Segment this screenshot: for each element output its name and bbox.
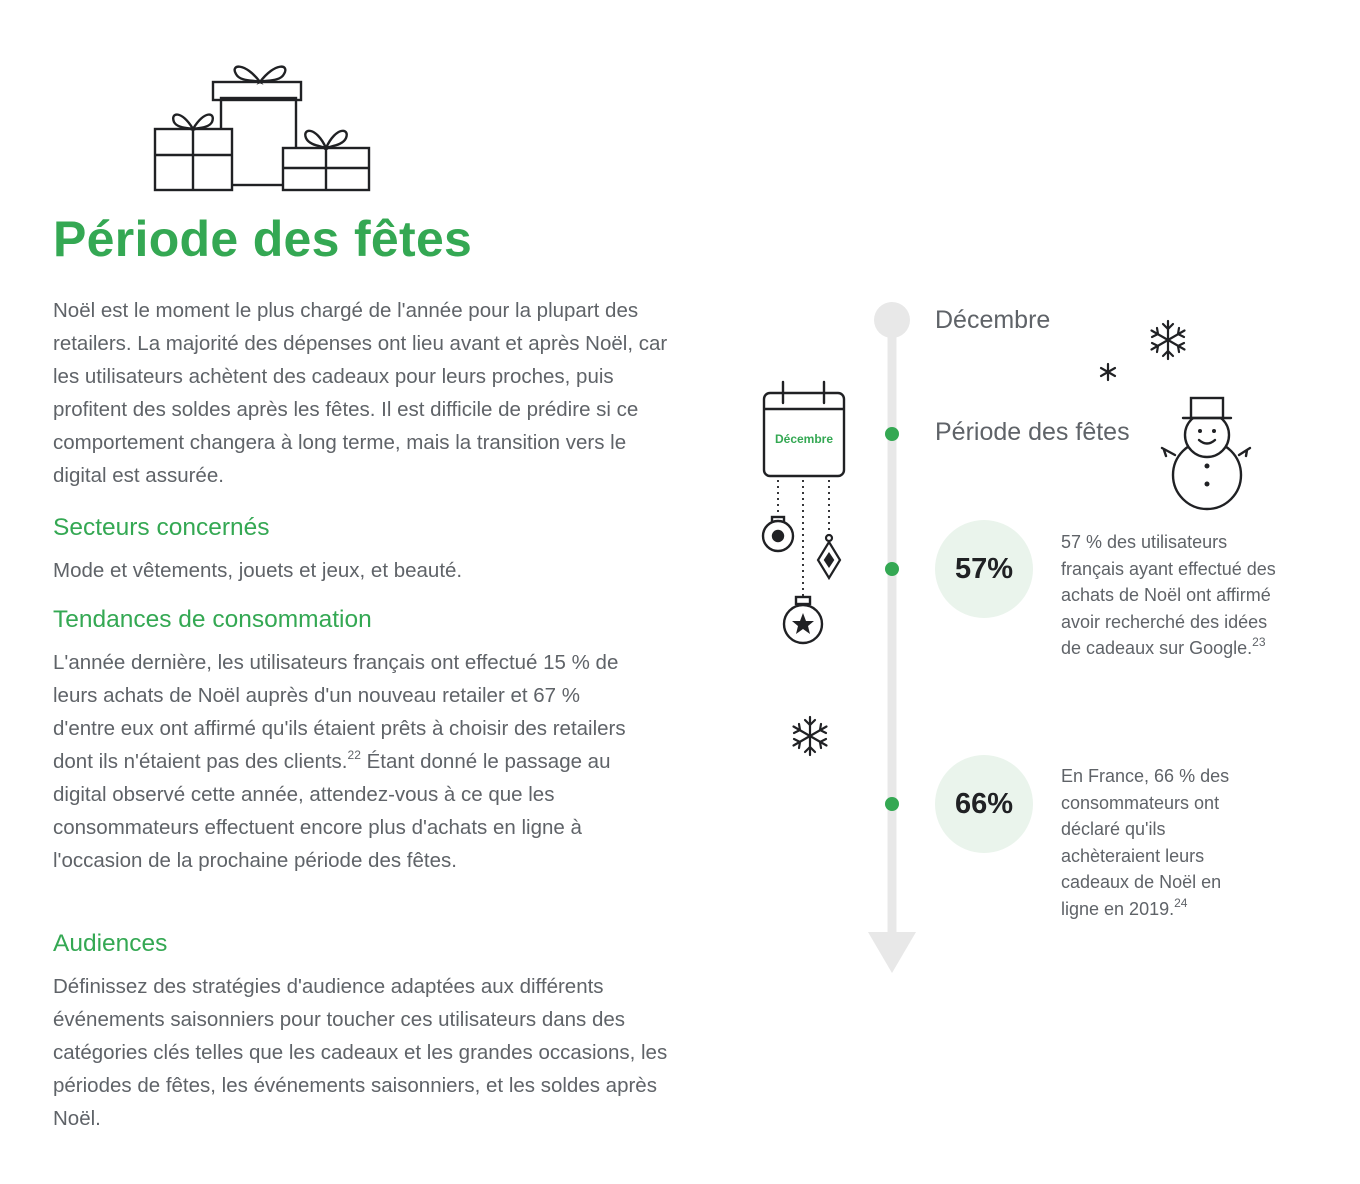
intro-paragraph: Noël est le moment le plus chargé de l'année pour la plupart des retailers. La majorité des dépenses ont lieu avant et après Noël, car les utilisateurs achètent des cadeaux pour leurs proches, puis profitent des soldes après les fêtes. Il est difficile de prédire si ce comportement changera à long terme, mais la transition vers le digital est assurée.	[53, 299, 668, 487]
stat-text-57-body: 57 % des utilisateurs français ayant effectué des achats de Noël ont affirmé avoir recherché des idées de cadeaux sur Google.	[1061, 532, 1276, 658]
timeline-arrow	[868, 932, 916, 973]
stat-text-57	[1061, 529, 1276, 662]
snowflake-icon	[1152, 321, 1185, 359]
timeline-label-holidays: Période des fêtes	[935, 418, 1130, 446]
ornament-star-icon	[784, 597, 822, 643]
stat-text-66-body: En France, 66 % des consommateurs ont déclaré qu'ils achèteraient leurs cadeaux de Noël en ligne en 2019.	[1061, 766, 1230, 919]
stat-circle-57: 57%	[935, 520, 1033, 618]
timeline-dot-stat-57	[885, 562, 899, 576]
ornament-diamond-icon	[818, 535, 840, 578]
section-heading-secteurs: Secteurs concernés	[53, 514, 270, 541]
footnote-24: 24	[1174, 895, 1188, 910]
calendar-month-label: Décembre	[774, 432, 834, 446]
footnote-22: 22	[347, 748, 361, 762]
footnote-23: 23	[1252, 635, 1266, 649]
section-body-secteurs: Mode et vêtements, jouets et jeux, et beauté.	[53, 559, 463, 582]
timeline-label-december: Décembre	[935, 306, 1051, 334]
page-title: Période des fêtes	[53, 211, 473, 267]
ornament-round-icon	[763, 517, 793, 551]
section-heading-tendances: Tendances de consommation	[53, 606, 372, 633]
snowman-icon	[1162, 398, 1250, 509]
stat-text-66	[1061, 763, 1251, 922]
stat-circle-66: 66%	[935, 755, 1033, 853]
timeline-dot-stat-66	[885, 797, 899, 811]
timeline-start-dot	[874, 302, 910, 338]
tendances-text-part2: Étant donné le passage au digital observé cette année, attendez-vous à ce que les consommateurs effectuent encore plus d'achats en ligne à l'occasion de la prochaine période des fêtes.	[53, 750, 611, 872]
snowflake-icon	[794, 717, 827, 755]
tendances-text-part1: L'année dernière, les utilisateurs français ont effectué 15 % de leurs achats de Noël auprès d'un nouveau retailer et 67 % d'entre eux ont affirmé qu'ils étaient prêts à choisir des retailers dont ils n'étaient pas des clients.	[53, 651, 626, 773]
section-body-audiences: Définissez des stratégies d'audience adaptées aux différents événements saisonniers pour toucher ces utilisateurs dans des catégories clés telles que les cadeaux et les grandes occasions, les périodes de fêtes, les événements saisonniers, et les soldes après Noël.	[53, 975, 668, 1130]
timeline-dot-holidays	[885, 427, 899, 441]
asterisk-icon	[1101, 364, 1115, 380]
section-heading-audiences: Audiences	[53, 930, 168, 957]
